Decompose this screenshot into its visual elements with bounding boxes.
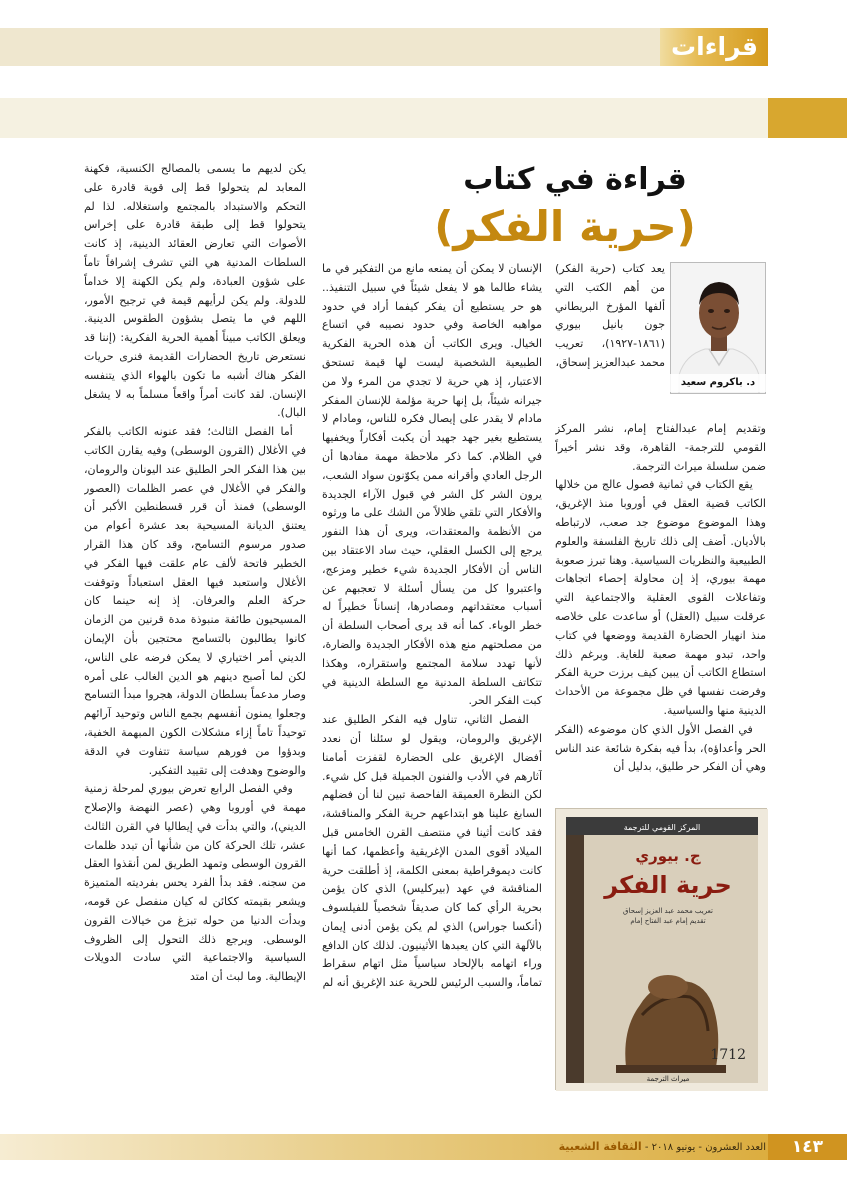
article-title-line2: (حرية الفكر) <box>434 202 696 251</box>
column-2 <box>322 260 542 1090</box>
top-header-band <box>0 28 768 66</box>
paragraph: وتقديم إمام عبدالفتاح إمام، نشر المركز القومي للترجمة- القاهرة، وقد نشر أخيراً ضمن سلسلة ميراث الترجمة. <box>555 422 766 473</box>
footer-brand: الثقافة الشعبية <box>558 1140 642 1153</box>
article-title-line1: قراءة في كتاب <box>463 162 687 197</box>
book-subtitle-2: تقديم إمام عبد الفتاح إمام <box>630 917 706 925</box>
column-3 <box>84 160 306 1090</box>
book-author: ج. بيوري <box>635 847 701 865</box>
author-name-caption: د. باكروم سعيد <box>670 374 766 392</box>
page-number: ١٤٣ <box>768 1134 847 1160</box>
book-number: 1712 <box>710 1047 746 1063</box>
book-cover-art <box>556 809 768 1091</box>
section-label: قراءات <box>671 32 758 61</box>
paragraph: يعد كتاب (حرية الفكر) من أهم الكتب التي ألفها المؤرخ البريطاني جون بانيل بيوري (١٨٦١-١٩٢٧)، تعريب محمد عبدالعزيز إسحاق، <box>555 262 665 369</box>
header-gold-accent <box>768 98 847 138</box>
book-subtitle-1: تعريب محمد عبد العزيز إسحاق <box>623 907 713 915</box>
book-top-label: المركز القومي للترجمة <box>623 823 701 832</box>
paragraph: يقع الكتاب في ثمانية فصول عالج من خلالها الكاتب قضية العقل في أوروبا منذ الإغريق، وهذا الموضوع موضوع جد صعب، لارتباطه بالأديان. أضف إلى ذلك تاريخ الفلسفة والعلوم الطبيعية والنظريات السياسية. وهنا تبرز صعوبة مهمة بيوري، إذ إن محاولة إحصاء اتجاهات وتفاعلات القوى العقلية والاجتماعية التي عرقلت سبيل (العقل) أو ساعدت على خلاصه منذ انهيار الحضارة القديمة ووضعها في كتاب واحد، تبدو مهمة صعبة للغاية. وبرغم ذلك استطاع الكاتب أن يبين كيف برزت حرية الفكر وفرضت نفسها في ظل مجموعة من الأحداث الدينية منها والسياسية. <box>555 478 766 717</box>
header-cream-panel <box>0 98 768 138</box>
footer-issue: العدد العشرون - يونيو ٢٠١٨ - <box>644 1142 766 1153</box>
paragraph: أما الفصل الثالث؛ فقد عنونه الكاتب بالفكر في الأغلال (القرون الوسطى) وفيه يقارن الكاتب بين هذا الفكر الحر الطليق عند اليونان والرومان، والفكر في الأغلال في عصر الظلمات (العصور الوسطى) فمنذ أن قرر قسطنطين الأكبر أن يعتنق الديانة المسيحية بعد عشرة أعوام من صدور مرسوم التسامح، وقد كان هذا القرار الخطير فاتحة لألف عام علقت فيها الفكر في الأغلال واستعبد فيها العقل استعباداً وتوقفت حركة العلم والعرفان. إذ إنه حينما كان المسيحيون طائفة منبوذة مدة قرنين من الزمان كانوا يطالبون بالتسامح محتجين بأن الإيمان الديني أمر اختياري لا يمكن فرضه على الناس، لكن لما أصبح دينهم هو الدين الغالب على أمره وصار مدعماً بسلطان الدولة، هجروا مبدأ التسامح وجعلوا يمنون أنفسهم بجمع الناس وتوحيد آرائهم توحيداً تاماً إزاء مشكلات الكون المبهمة الخفية، وبدؤوا من فورهم سياسة تتفاوت في الدقة والوضوح وهدفت إلى تقييد التفكير. <box>84 425 306 777</box>
paragraph: في الفصل الأول الذي كان موضوعه (الفكر الحر وأعداؤه)، بدأ فيه بفكرة شائعة عند الناس وهي أن الفكر حر طليق، بدليل أن <box>555 722 766 774</box>
column-1-intro <box>555 260 665 420</box>
book-title: حرية الفكر <box>604 871 732 899</box>
paragraph: الفصل الثاني، تناول فيه الفكر الطليق عند الإغريق والرومان، ويقول لو سئلنا أن نعدد أفضال الإغريق على الحضارة لقفزت أمامنا آثارهم في الأدب والفنون الجميلة قبل كل شيء. لكن النظرة العميقة الفاحصة تبين لنا أن فضلهم السابغ علينا هو ابتداعهم حرية الفكر والمناقشة، فقد كانت أثينا في منتصف القرن الخامس قبل الميلاد أقوى المدن الإغريقية وأعظمها، كما أنها كانت ديموقراطية بمعنى الكلمة، إذ أطلقت حرية المناقشة في عهد (بيركليس) الذي كان يؤمن بحرية الرأي كما كان صديقاً شخصياً للفيلسوف (أنكسا جوراس) الذي لم يكن يؤمن أدنى إيمان بالآلهة التي كان يعبدها الأثينيون. لذلك كان الدافع وراء اتهامه بالإلحاد سياسياً مثل اتهام سقراط تماماً، والسبب الرئيس للحرية عند الإغريق أنه لم <box>322 713 542 990</box>
paragraph: يكن لديهم ما يسمى بالمصالح الكنسية، فكهنة المعابد لم يتحولوا قط إلى قوية قادرة على التحكم والاستبداد بالمجتمع واستغلاله. لذا لم يتحولوا قط إلى طبقة قادرة على إخراس الأصوات التي تعارض العقائد الدينية، إذ كانت السلطات المدنية هي التي تشرف إشرافاً تاماً على شؤون العبادة، ولم يكن الكهنة إلا خداماً للدولة. ولم يكن لرأيهم قيمة في ترجيح الأمور، اللهم في ما يتصل بشؤون الطقوس الدينية. ويعلق الكاتب مبيناً أهمية الحرية الفكرية: (إننا قد نستعرض تاريخ الحضارات القديمة فنرى حريات الفكر هناك أشبه ما تكون بالهواء الذي يتنفسه الإنسان. لقد كانت أمراً واقعاً مسلماً به لا يشغل البال). <box>84 162 306 420</box>
book-bottom-label: ميراث الترجمة <box>646 1075 690 1083</box>
footer-text <box>520 1136 766 1158</box>
paragraph: وفي الفصل الرابع تعرض بيوري لمرحلة زمنية مهمة في أوروبا وهي (عصر النهضة والإصلاح الديني)، والتي بدأت في إيطاليا في القرن الثالث عشر، تلك الحركة كان من شأنها أن تبدد ظلمات القرون الوسطى وتمهد الطريق لمن أنقذوا العقل من سجنه. فقد بدأ الفرد يحس بفرديته المتميزة ويشعر بقيمته ككائن له كيان منفصل عن قومه، وبدأت الدنيا من حوله تبزغ من خيالات القرون الوسطى. ويرجع ذلك التحول إلى الظروف السياسية والاجتماعية التي سادت الدويلات الإيطالية. وما لبث أن امتد <box>84 782 306 984</box>
column-1 <box>555 420 766 800</box>
paragraph: الإنسان لا يمكن أن يمنعه مانع من التفكير في ما يشاء طالما هو لا يفعل شيئاً في سبيل التنفيذ.. هو حر يستطيع أن يفكر كيفما أراد في حدود مواهبه الخاصة وفي حدود نصيبه في اتساع الخيال. ويرى الكاتب أن هذه الحرية الفكرية الطبيعية الشخصية ليست لها قيمة تستحق الاعتبار، إذ هي حرية لا تجدي من المرء ولا من جيرانه شيئاً، بل إنها حرية مؤلمة للإنسان المفكر مادام لا يقدر على إيصال فكره للناس، ومادام لا يستطيع بغير جهد جهيد أن يكبت أفكاراً ويخفيها في الظلام. كما ذكر ملاحظة مهمة مفادها أن الرجل العادي وأقرانه ممن يكوّنون سواد الشعب، يرون الشر كل الشر في قبول الآراء الجديدة والأفكار التي تلقي ظلالاً من الشك على ما ورثوه من الأنظمة والمعتقدات، ويرى أن هذا النفور يرجع إلى الكسل العقلي، حيث ساد الاعتقاد بين الناس أن الأفكار الجديدة شيء خطير ومزعج، واعتبروا كل من يسأل أسئلة لا تعجبهم عن أسباب معتقداتهم ومصادرها، إنساناً خطيراً له خطر الوباء. كما أنه قد يرى أصحاب السلطة أن من مصلحتهم منع هذه الأفكار الجديدة والضارة، لأنها تهدد سلامة المجتمع واستقراره، وهكذا تتكاتف السلطة المدنية مع السلطة الدينية في كبت الفكر الحر. <box>322 262 542 708</box>
book-cover-image <box>555 808 767 1090</box>
